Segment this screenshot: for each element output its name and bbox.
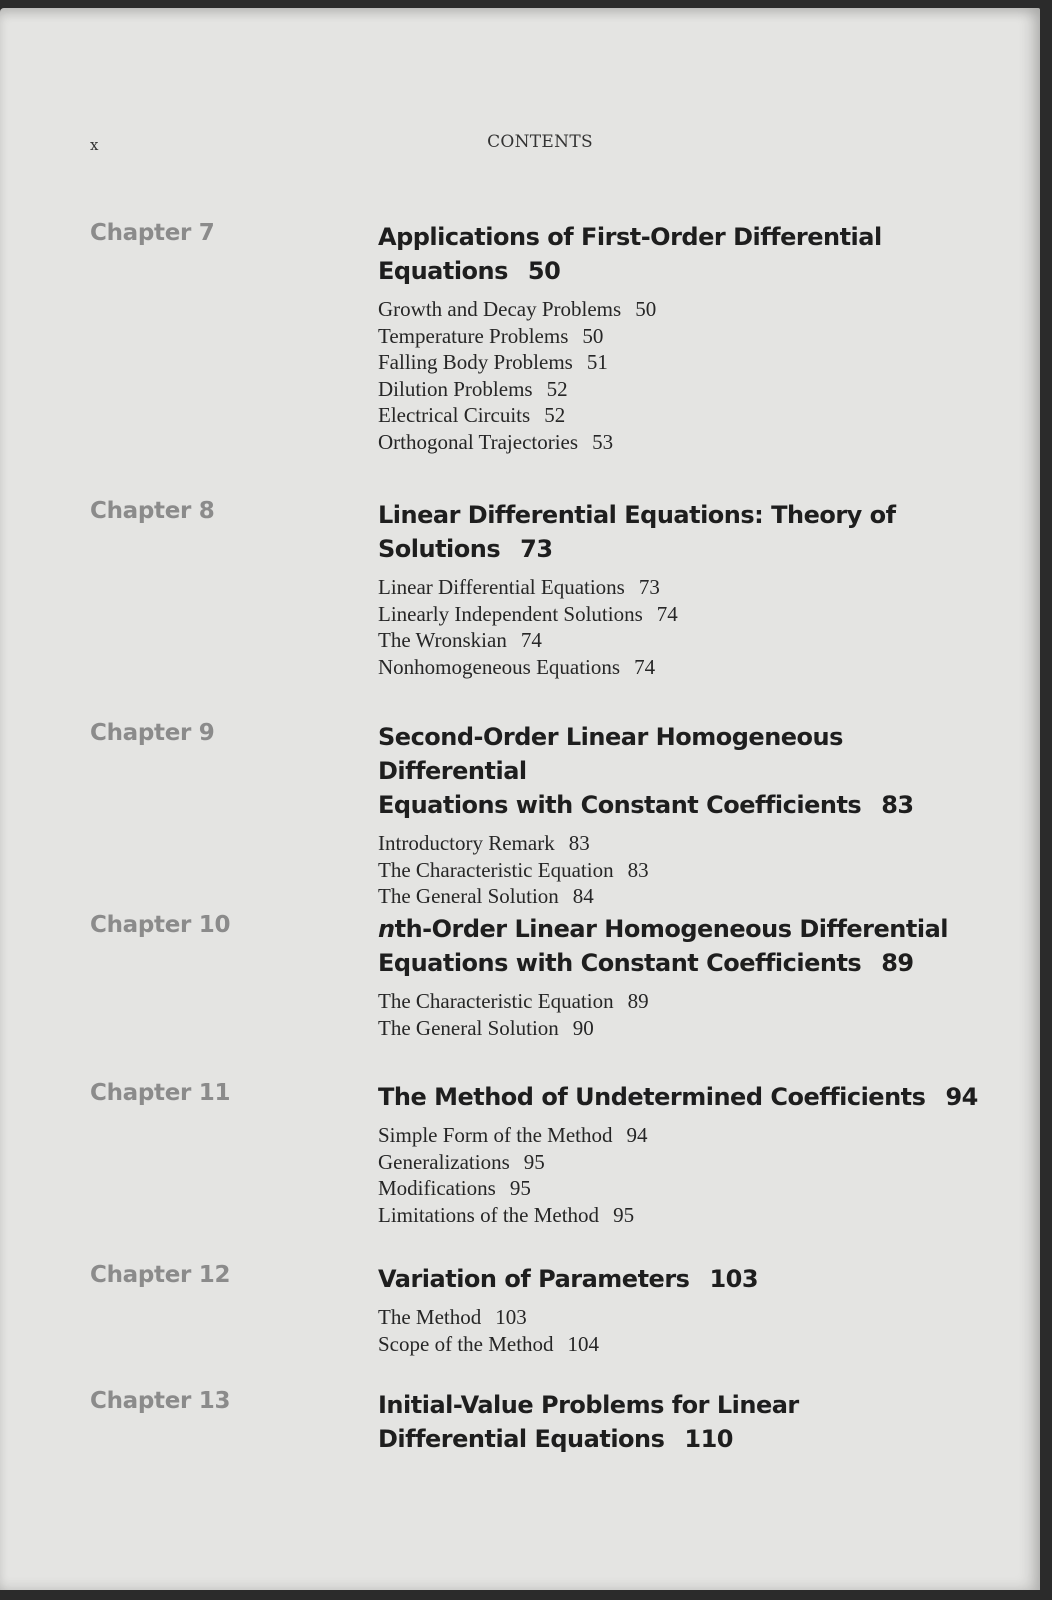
chapter-page-number: 94 xyxy=(945,1083,978,1111)
chapter-title-text: Solutions xyxy=(378,535,501,563)
section-entry xyxy=(378,1149,978,1176)
section-entry xyxy=(378,654,978,681)
chapter-page-number: 83 xyxy=(881,791,914,819)
section-page-number: 53 xyxy=(592,429,614,454)
section-title: Simple Form of the Method xyxy=(378,1123,613,1147)
chapter-title-line xyxy=(378,498,978,532)
chapter-page-number: 89 xyxy=(881,949,914,977)
chapter-body xyxy=(378,498,978,680)
section-title: Dilution Problems xyxy=(378,376,533,401)
section-page-number: 84 xyxy=(572,884,594,908)
chapter-title-text: Differential Equations xyxy=(378,1425,665,1453)
section-title: Linearly Independent Solutions xyxy=(378,601,643,626)
section-entry xyxy=(378,574,978,601)
chapter-title-text: Variation of Parameters xyxy=(378,1265,690,1293)
chapter-body xyxy=(378,220,978,455)
chapter-label: Chapter 13 xyxy=(90,1388,231,1414)
section-title: Growth and Decay Problems xyxy=(378,297,622,321)
section-page-number: 74 xyxy=(520,628,542,652)
chapter-title xyxy=(378,220,978,288)
chapter-body xyxy=(378,1388,978,1456)
section-entry xyxy=(378,1175,978,1202)
chapter-title-text: Equations with Constant Coefficients xyxy=(378,949,862,977)
chapter-title-text: Initial-Value Problems for Linear xyxy=(378,1391,799,1419)
chapter-title-line xyxy=(378,946,978,980)
section-page-number: 104 xyxy=(567,1331,600,1356)
section-entry xyxy=(378,627,978,654)
book-page xyxy=(0,8,1040,1590)
section-entry xyxy=(378,830,978,857)
chapter-title-line xyxy=(378,1080,978,1114)
section-title: Scope of the Method xyxy=(378,1331,554,1356)
section-title: Modifications xyxy=(378,1176,496,1200)
chapter-page-number: 50 xyxy=(527,257,561,285)
chapter-title-line xyxy=(378,254,978,288)
section-page-number: 50 xyxy=(582,323,604,348)
section-title: Temperature Problems xyxy=(378,323,569,348)
chapter-title-line xyxy=(378,220,978,254)
section-title: Linear Differential Equations xyxy=(378,575,625,599)
section-entry xyxy=(378,1122,978,1149)
chapter-page-number: 110 xyxy=(684,1425,734,1453)
section-list xyxy=(378,574,978,680)
chapter-title-text: nth-Order Linear Homogeneous Differential xyxy=(378,915,949,943)
section-entry xyxy=(378,296,978,323)
chapter-title xyxy=(378,1388,978,1456)
chapter-label: Chapter 11 xyxy=(90,1080,231,1106)
chapter-title-line xyxy=(378,1388,978,1422)
chapter-title-line xyxy=(378,1422,978,1456)
chapter-title xyxy=(378,1080,978,1114)
chapter-label: Chapter 12 xyxy=(90,1262,231,1288)
chapter-title-text: Linear Differential Equations: Theory of xyxy=(378,501,896,529)
section-entry xyxy=(378,1304,978,1331)
chapter-body xyxy=(378,912,978,1041)
section-page-number: 52 xyxy=(546,376,568,401)
chapter-title-text: The Method of Undetermined Coefficients xyxy=(378,1083,926,1111)
section-entry xyxy=(378,1331,978,1358)
chapter-title-text: Equations xyxy=(378,257,508,285)
page-content xyxy=(0,8,1040,1590)
chapter-label: Chapter 7 xyxy=(90,220,215,246)
section-page-number: 52 xyxy=(544,403,566,427)
section-entry xyxy=(378,601,978,628)
section-entry xyxy=(378,429,978,456)
section-list xyxy=(378,1122,978,1228)
section-page-number: 89 xyxy=(627,989,649,1013)
section-page-number: 83 xyxy=(627,857,649,882)
section-page-number: 51 xyxy=(586,350,608,374)
chapter-body xyxy=(378,1080,978,1228)
running-header-title: CONTENTS xyxy=(487,132,593,152)
section-page-number: 95 xyxy=(523,1149,545,1174)
chapter-title xyxy=(378,720,978,822)
section-entry xyxy=(378,323,978,350)
section-title: Falling Body Problems xyxy=(378,350,573,374)
chapter-title-line xyxy=(378,720,978,788)
chapter-page-number: 103 xyxy=(709,1265,759,1293)
section-page-number: 94 xyxy=(626,1123,648,1147)
chapter-title-text: Applications of First-Order Differential xyxy=(378,223,882,251)
section-list xyxy=(378,988,978,1041)
section-entry xyxy=(378,402,978,429)
chapter-title-text: Second-Order Linear Homogeneous Differential xyxy=(378,723,843,785)
chapter-title xyxy=(378,498,978,566)
section-title: Orthogonal Trajectories xyxy=(378,429,579,454)
section-title: Limitations of the Method xyxy=(378,1202,600,1227)
section-page-number: 95 xyxy=(613,1202,635,1227)
section-entry xyxy=(378,349,978,376)
section-title: Introductory Remark xyxy=(378,831,555,855)
chapter-title-line xyxy=(378,1262,978,1296)
section-page-number: 74 xyxy=(634,654,656,679)
chapter-label: Chapter 9 xyxy=(90,720,215,746)
page-number: x xyxy=(90,136,99,154)
section-list xyxy=(378,296,978,455)
section-page-number: 73 xyxy=(638,575,660,599)
section-entry xyxy=(378,883,978,910)
section-title: The General Solution xyxy=(378,884,559,908)
chapter-body xyxy=(378,1262,978,1357)
section-entry xyxy=(378,1202,978,1229)
section-title: The Characteristic Equation xyxy=(378,857,614,882)
chapter-page-number: 73 xyxy=(520,535,553,563)
chapter-title xyxy=(378,912,978,980)
section-title: The Characteristic Equation xyxy=(378,989,614,1013)
chapter-label: Chapter 8 xyxy=(90,498,215,524)
chapter-label: Chapter 10 xyxy=(90,912,231,938)
section-page-number: 103 xyxy=(495,1305,527,1329)
italic-n: n xyxy=(378,915,395,943)
section-entry xyxy=(378,1015,978,1042)
chapter-title-text: Equations with Constant Coefficients xyxy=(378,791,862,819)
section-title: Nonhomogeneous Equations xyxy=(378,654,621,679)
section-title: Electrical Circuits xyxy=(378,403,531,427)
section-entry xyxy=(378,988,978,1015)
chapter-title-line xyxy=(378,912,978,946)
section-title: Generalizations xyxy=(378,1149,510,1174)
section-page-number: 95 xyxy=(509,1176,531,1200)
chapter-title-line xyxy=(378,532,978,566)
section-entry xyxy=(378,857,978,884)
section-page-number: 50 xyxy=(635,297,657,321)
running-header xyxy=(90,132,990,156)
section-page-number: 90 xyxy=(572,1015,594,1040)
section-title: The Wronskian xyxy=(378,628,507,652)
section-page-number: 83 xyxy=(568,831,590,855)
section-entry xyxy=(378,376,978,403)
section-page-number: 74 xyxy=(656,601,678,626)
section-list xyxy=(378,1304,978,1357)
chapter-title-line xyxy=(378,788,978,822)
chapter-title xyxy=(378,1262,978,1296)
chapter-body xyxy=(378,720,978,910)
section-list xyxy=(378,830,978,910)
section-title: The Method xyxy=(378,1305,482,1329)
section-title: The General Solution xyxy=(378,1015,559,1040)
